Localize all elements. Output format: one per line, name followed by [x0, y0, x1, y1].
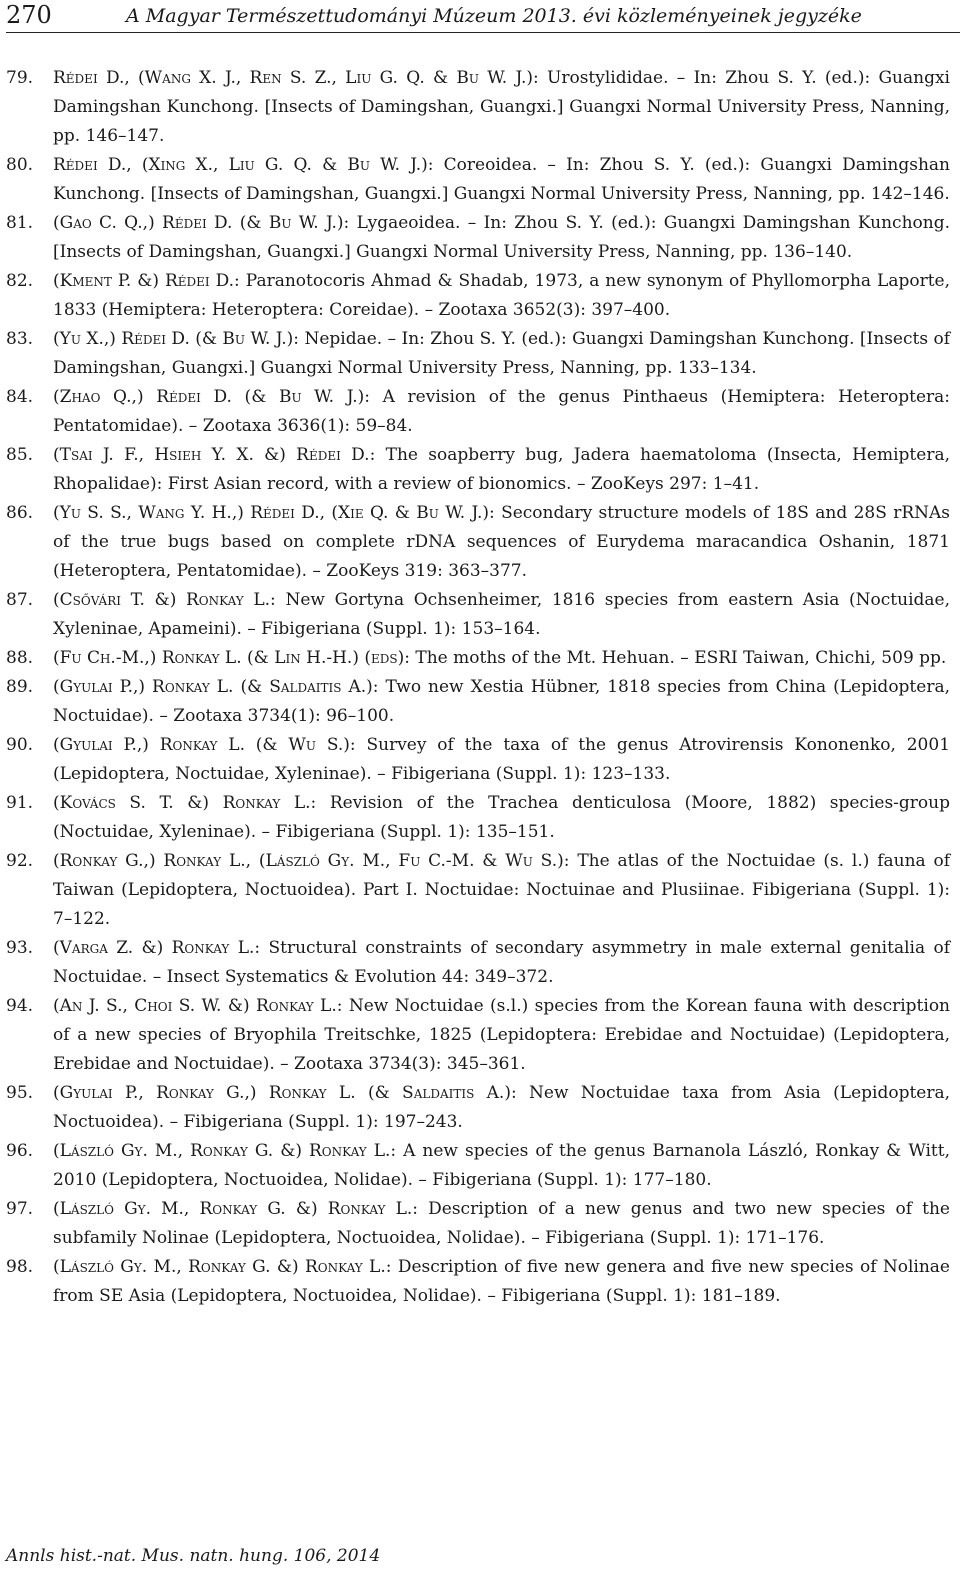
reference-body: Description of a new genus and two new species of the subfamily Nolinae (Lepidoptera, Noctuoidea, Nolidae). – Fibigeriana (Suppl. 1): 171–176. — [53, 1199, 950, 1248]
reference-text — [53, 151, 950, 209]
reference-item — [6, 499, 950, 586]
reference-number: 95. — [6, 1083, 34, 1103]
reference-text — [53, 64, 950, 151]
reference-authors: (Tsai J. F., Hsieh Y. X. &) Rédei D.: — [53, 445, 376, 465]
reference-body: A new species of the genus Barnanola László, Ronkay & Witt, 2010 (Lepidoptera, Noctuoidea, Nolidae). – Fibigeriana (Suppl. 1): 177–180. — [53, 1141, 951, 1190]
reference-item — [6, 934, 950, 992]
reference-body: New Noctuidae taxa from Asia (Lepidoptera, Noctuoidea). – Fibigeriana (Suppl. 1): 197–243. — [53, 1083, 951, 1132]
reference-item — [6, 1137, 950, 1195]
reference-item — [6, 1253, 950, 1311]
reference-item — [6, 847, 950, 934]
reference-text — [53, 325, 950, 383]
reference-number: 84. — [6, 387, 34, 407]
reference-number: 81. — [6, 213, 34, 233]
reference-text — [53, 209, 950, 267]
reference-number: 97. — [6, 1199, 34, 1219]
reference-body: Coreoidea. – In: Zhou S. Y. (ed.): Guangxi Damingshan Kunchong. [Insects of Damingshan, Guangxi.] Guangxi Normal University Press, Nanning, pp. 142–146. — [53, 155, 951, 204]
reference-item — [6, 383, 950, 441]
reference-number: 96. — [6, 1141, 34, 1161]
reference-authors: (Yu X.,) Rédei D. (& Bu W. J.): — [53, 329, 300, 349]
reference-text — [53, 383, 950, 441]
reference-authors: (László Gy. M., Ronkay G. &) Ronkay L.: — [53, 1257, 392, 1277]
reference-body: The atlas of the Noctuidae (s. l.) fauna of Taiwan (Lepidoptera, Noctuoidea). Part I. Noctuidae: Noctuinae and Plusiinae. Fibigeriana (Suppl. 1): 7–122. — [53, 851, 951, 929]
reference-authors: (Csővári T. &) Ronkay L.: — [53, 590, 276, 610]
reference-body: Structural constraints of secondary asymmetry in male external genitalia of Noctuidae. – Insect Systematics & Evolution 44: 349–372. — [53, 938, 950, 987]
reference-number: 93. — [6, 938, 34, 958]
reference-body: Two new Xestia Hübner, 1818 species from China (Lepidoptera, Noctuidae). – Zootaxa 3734(1): 96–100. — [53, 677, 950, 726]
reference-item — [6, 1195, 950, 1253]
reference-authors: (Zhao Q.,) Rédei D. (& Bu W. J.): — [53, 387, 370, 407]
reference-body: Paranotocoris Ahmad & Shadab, 1973, a new synonym of Phyllomorpha Laporte, 1833 (Hemiptera: Heteroptera: Coreidae). – Zootaxa 3652(3): 397–400. — [53, 271, 950, 320]
reference-authors: (Varga Z. &) Ronkay L.: — [53, 938, 261, 958]
reference-text — [53, 673, 950, 731]
reference-authors: (Gyulai P.,) Ronkay L. (& Saldaitis A.): — [53, 677, 379, 697]
reference-body: The soapberry bug, Jadera haematoloma (Insecta, Hemiptera, Rhopalidae): First Asian record, with a review of bionomics. – ZooKeys 297: 1–41. — [53, 445, 950, 494]
reference-text — [53, 499, 950, 586]
reference-body: Nepidae. – In: Zhou S. Y. (ed.): Guangxi Damingshan Kunchong. [Insects of Damingshan, Guangxi.] Guangxi Normal University Press, Nanning, pp. 133–134. — [53, 329, 951, 378]
reference-item — [6, 586, 950, 644]
reference-number: 83. — [6, 329, 34, 349]
reference-body: Revision of the Trachea denticulosa (Moore, 1882) species-group (Noctuidae, Xyleninae). – Fibigeriana (Suppl. 1): 135–151. — [53, 793, 950, 842]
reference-number: 90. — [6, 735, 34, 755]
reference-authors: (Gao C. Q.,) Rédei D. (& Bu W. J.): — [53, 213, 350, 233]
reference-item — [6, 151, 950, 209]
reference-item — [6, 673, 950, 731]
page-number: 270 — [6, 1, 52, 29]
reference-item — [6, 731, 950, 789]
reference-text — [53, 731, 950, 789]
reference-body: Survey of the taxa of the genus Atrovirensis Kononenko, 2001 (Lepidoptera, Noctuidae, Xyleninae). – Fibigeriana (Suppl. 1): 123–133. — [53, 735, 951, 784]
reference-number: 85. — [6, 445, 34, 465]
reference-text — [53, 586, 950, 644]
reference-authors: (Gyulai P., Ronkay G.,) Ronkay L. (& Saldaitis A.): — [53, 1083, 517, 1103]
reference-authors: (Gyulai P.,) Ronkay L. (& Wu S.): — [53, 735, 356, 755]
reference-body: Secondary structure models of 18S and 28S rRNAs of the true bugs based on complete rDNA sequences of Eurydema maracandica Oshanin, 1871 (Heteroptera, Pentatomidae). – ZooKeys 319: 363–377. — [53, 503, 951, 581]
reference-text — [53, 1253, 950, 1311]
running-head: A Magyar Természettudományi Múzeum 2013. évi közleményeinek jegyzéke — [126, 5, 862, 27]
reference-authors: (Kovács S. T. &) Ronkay L.: — [53, 793, 317, 813]
reference-authors: (László Gy. M., Ronkay G. &) Ronkay L.: — [53, 1199, 418, 1219]
reference-text — [53, 847, 950, 934]
reference-authors: (Kment P. &) Rédei D.: — [53, 271, 240, 291]
reference-number: 98. — [6, 1257, 34, 1277]
reference-authors: Rédei D., (Xing X., Liu G. Q. & Bu W. J.): — [53, 155, 434, 175]
reference-number: 94. — [6, 996, 34, 1016]
reference-text — [53, 1079, 950, 1137]
reference-text — [53, 934, 950, 992]
reference-number: 82. — [6, 271, 34, 291]
reference-authors: (An J. S., Choi S. W. &) Ronkay L.: — [53, 996, 343, 1016]
reference-number: 91. — [6, 793, 34, 813]
reference-number: 89. — [6, 677, 34, 697]
reference-item — [6, 644, 950, 673]
reference-item — [6, 209, 950, 267]
reference-item — [6, 441, 950, 499]
reference-item — [6, 789, 950, 847]
reference-item — [6, 325, 950, 383]
reference-text — [53, 441, 950, 499]
reference-text — [53, 1195, 950, 1253]
reference-authors: (Yu S. S., Wang Y. H.,) Rédei D., (Xie Q. & Bu W. J.): — [53, 503, 495, 523]
reference-list — [6, 64, 950, 1311]
reference-authors: (Fu Ch.-M.,) Ronkay L. (& Lin H.-H.) (eds): — [53, 648, 410, 668]
reference-text — [53, 1137, 950, 1195]
reference-authors: Rédei D., (Wang X. J., Ren S. Z., Liu G. Q. & Bu W. J.): — [53, 68, 539, 88]
reference-body: New Gortyna Ochsenheimer, 1816 species from eastern Asia (Noctuidae, Xyleninae, Apameini). – Fibigeriana (Suppl. 1): 153–164. — [53, 590, 951, 639]
page-header — [6, 0, 960, 33]
reference-body: Urostylididae. – In: Zhou S. Y. (ed.): Guangxi Damingshan Kunchong. [Insects of Damingshan, Guangxi.] Guangxi Normal University Press, Nanning, pp. 146–147. — [53, 68, 950, 146]
reference-text — [53, 789, 950, 847]
reference-text — [53, 992, 950, 1079]
reference-number: 79. — [6, 68, 34, 88]
reference-number: 87. — [6, 590, 34, 610]
reference-number: 92. — [6, 851, 34, 871]
reference-authors: (Ronkay G.,) Ronkay L., (László Gy. M., Fu C.-M. & Wu S.): — [53, 851, 570, 871]
reference-item — [6, 1079, 950, 1137]
reference-authors: (László Gy. M., Ronkay G. &) Ronkay L.: — [53, 1141, 397, 1161]
reference-text — [53, 267, 950, 325]
reference-item — [6, 992, 950, 1079]
reference-text — [53, 644, 950, 673]
reference-body: Lygaeoidea. – In: Zhou S. Y. (ed.): Guangxi Damingshan Kunchong. [Insects of Damingshan, Guangxi.] Guangxi Normal University Press, Nanning, pp. 136–140. — [53, 213, 950, 262]
reference-item — [6, 267, 950, 325]
reference-item — [6, 64, 950, 151]
reference-number: 86. — [6, 503, 34, 523]
reference-body: A revision of the genus Pinthaeus (Hemiptera: Heteroptera: Pentatomidae). – Zootaxa 3636(1): 59–84. — [53, 387, 951, 436]
reference-body: Description of five new genera and five new species of Nolinae from SE Asia (Lepidoptera, Noctuoidea, Nolidae). – Fibigeriana (Suppl. 1): 181–189. — [53, 1257, 950, 1306]
reference-body: New Noctuidae (s.l.) species from the Korean fauna with description of a new species of Bryophila Treitschke, 1825 (Lepidoptera: Erebidae and Noctuidae) (Lepidoptera, Erebidae and Noctuidae). – Zootaxa 3734(3): 345–361. — [53, 996, 951, 1074]
reference-body: The moths of the Mt. Hehuan. – ESRI Taiwan, Chichi, 509 pp. — [415, 648, 947, 668]
reference-number: 88. — [6, 648, 34, 668]
reference-number: 80. — [6, 155, 34, 175]
journal-footer: Annls hist.-nat. Mus. natn. hung. 106, 2014 — [6, 1546, 381, 1566]
